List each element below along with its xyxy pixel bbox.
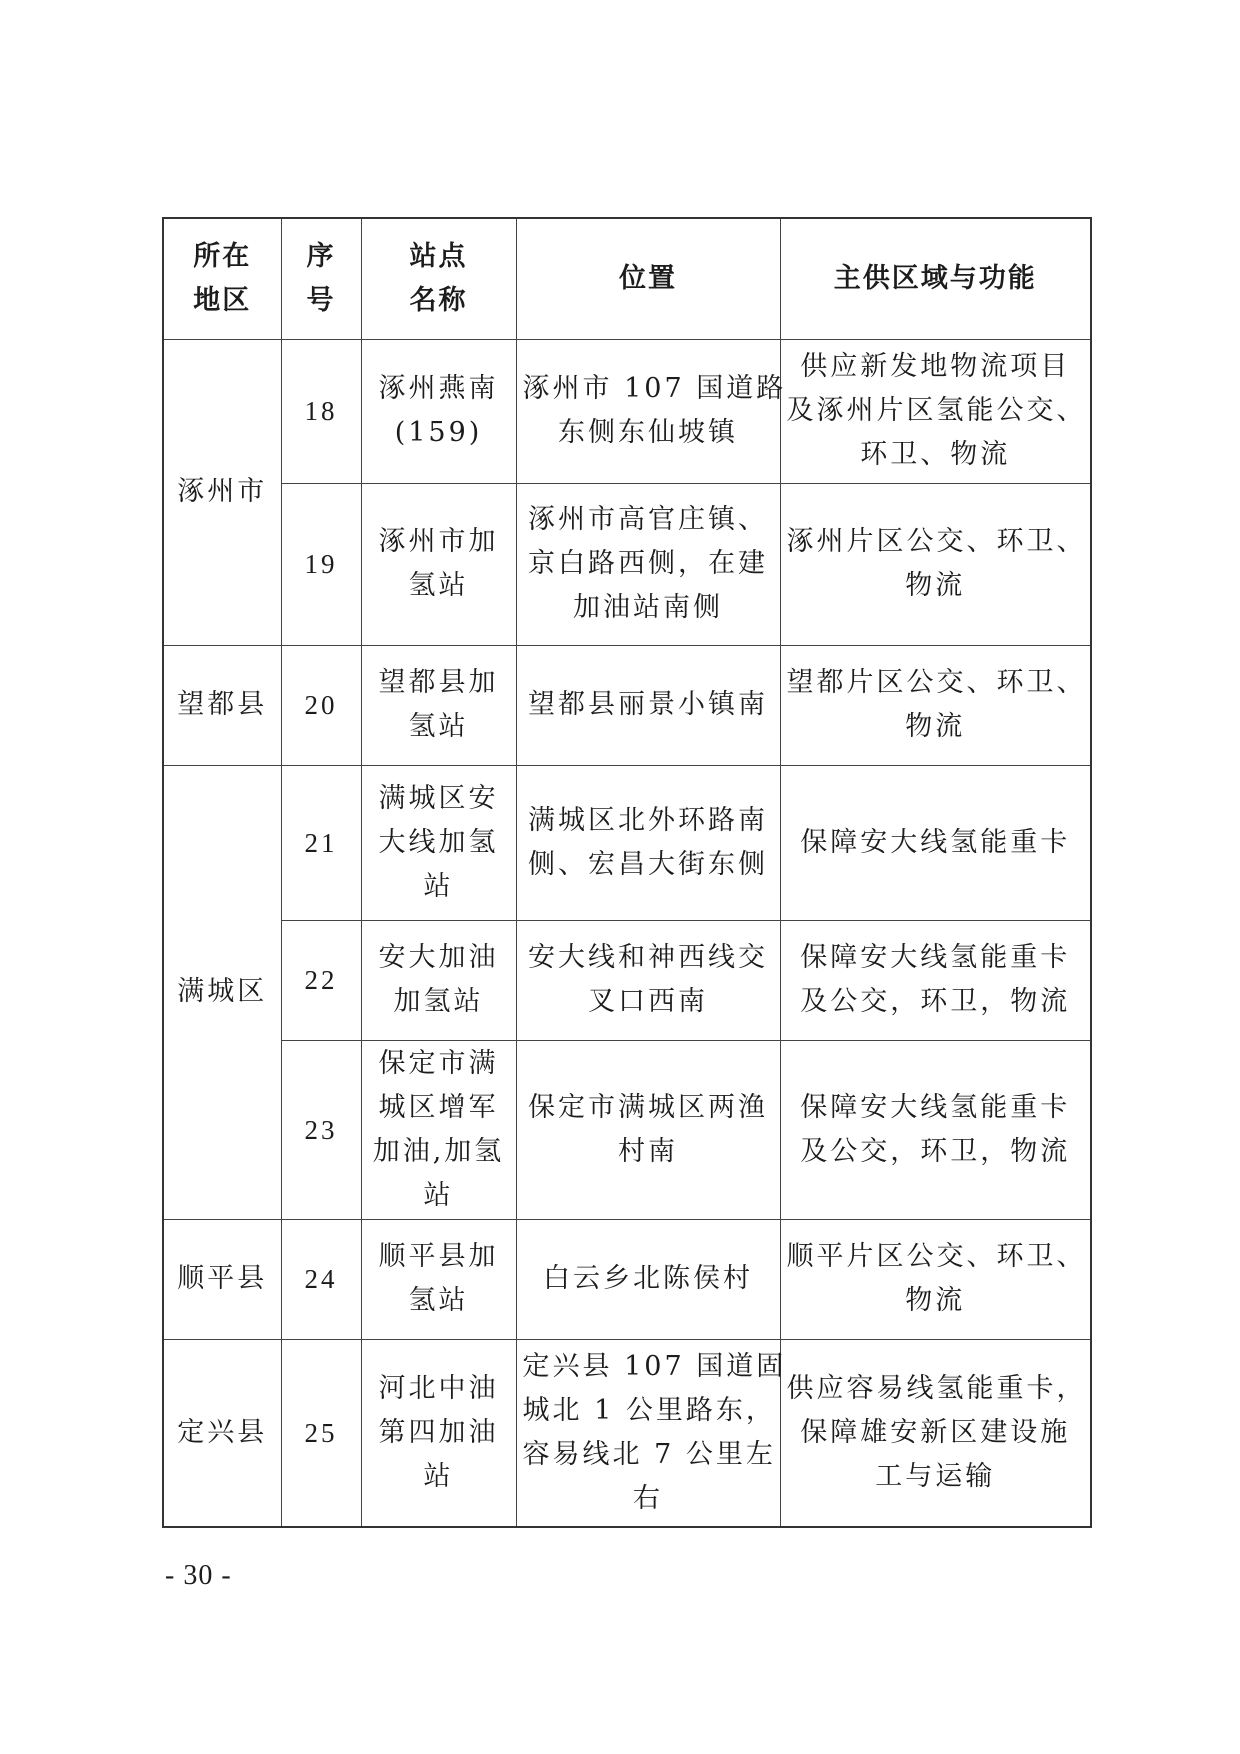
station-name: 望都县加 氢站 [361,645,516,765]
station-function: 涿州片区公交、环卫、 物流 [780,483,1091,645]
table-row [163,1219,1091,1339]
header-number: 序 号 [281,218,361,339]
region-cell: 顺平县 [163,1219,281,1339]
station-name: 保定市满 城区增军 加油,加氢 站 [361,1040,516,1219]
station-name: 河北中油 第四加油 站 [361,1339,516,1527]
station-function: 保障安大线氢能重卡 及公交，环卫，物流 [780,1040,1091,1219]
station-name: 涿州燕南 (159) [361,339,516,483]
table-row [163,920,1091,1040]
station-number: 25 [281,1339,361,1527]
region-cell: 满城区 [163,765,281,1219]
station-number: 21 [281,765,361,920]
station-function: 望都片区公交、环卫、 物流 [780,645,1091,765]
table-header-row [163,218,1091,339]
table-row [163,1040,1091,1219]
station-location: 安大线和神西线交 叉口西南 [516,920,780,1040]
stations-table [162,217,1092,1528]
page-number: - 30 - [165,1560,232,1591]
region-cell: 望都县 [163,645,281,765]
table-row [163,645,1091,765]
station-function: 供应容易线氢能重卡， 保障雄安新区建设施 工与运输 [780,1339,1091,1527]
station-function: 保障安大线氢能重卡 及公交，环卫，物流 [780,920,1091,1040]
table-row [163,1339,1091,1527]
table-row [163,483,1091,645]
station-number: 18 [281,339,361,483]
station-location: 白云乡北陈侯村 [516,1219,780,1339]
table-row [163,339,1091,483]
station-number: 24 [281,1219,361,1339]
station-name: 顺平县加 氢站 [361,1219,516,1339]
header-function: 主供区域与功能 [780,218,1091,339]
station-location: 定兴县 107 国道固 城北 1 公里路东， 容易线北 7 公里左 右 [516,1339,780,1527]
header-location: 位置 [516,218,780,339]
station-number: 20 [281,645,361,765]
station-function: 顺平片区公交、环卫、 物流 [780,1219,1091,1339]
region-cell: 定兴县 [163,1339,281,1527]
station-name: 满城区安 大线加氢 站 [361,765,516,920]
region-cell: 涿州市 [163,339,281,645]
station-location: 满城区北外环路南 侧、宏昌大街东侧 [516,765,780,920]
header-station-name: 站点 名称 [361,218,516,339]
station-number: 19 [281,483,361,645]
station-location: 涿州市高官庄镇、 京白路西侧，在建 加油站南侧 [516,483,780,645]
station-location: 保定市满城区两渔 村南 [516,1040,780,1219]
station-number: 22 [281,920,361,1040]
table-row [163,765,1091,920]
station-function: 供应新发地物流项目 及涿州片区氢能公交、 环卫、物流 [780,339,1091,483]
station-number: 23 [281,1040,361,1219]
station-name: 涿州市加 氢站 [361,483,516,645]
station-location: 望都县丽景小镇南 [516,645,780,765]
station-function: 保障安大线氢能重卡 [780,765,1091,920]
station-location: 涿州市 107 国道路 东侧东仙坡镇 [516,339,780,483]
station-name: 安大加油 加氢站 [361,920,516,1040]
header-region: 所在 地区 [163,218,281,339]
